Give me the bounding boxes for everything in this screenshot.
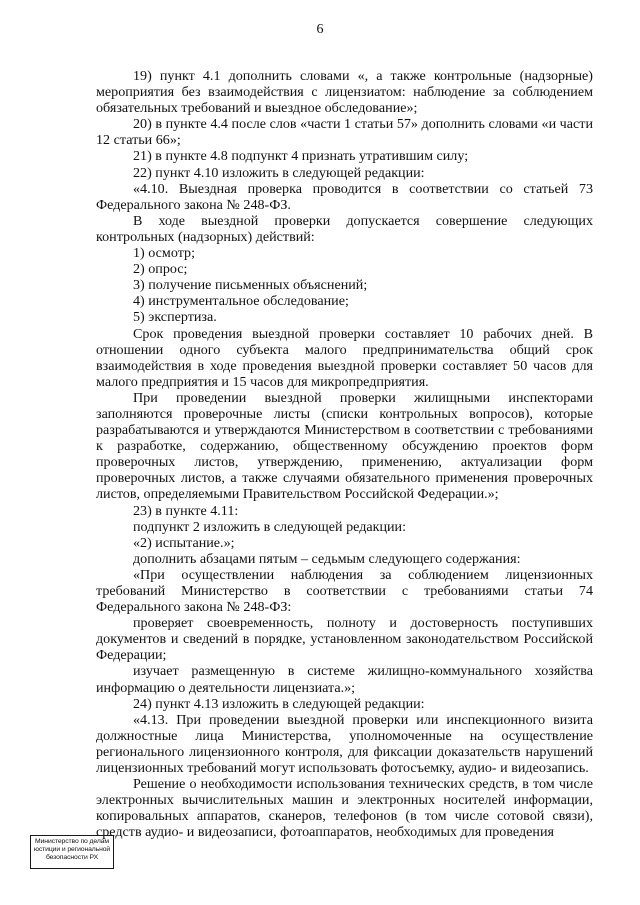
paragraph: 21) в пункте 4.8 подпункт 4 признать утратившим силу; xyxy=(133,148,469,165)
paragraph: подпункт 2 изложить в следующей редакции: xyxy=(133,518,407,535)
paragraph: «При осуществлении наблюдения за соблюдением лицензионных требований Министерство в соответствии с требованиями статьи 74 Федерального закона № 248-ФЗ: xyxy=(96,566,593,616)
paragraph: 24) пункт 4.13 изложить в следующей редакции: xyxy=(133,695,425,712)
paragraph: 19) пункт 4.1 дополнить словами «, а также контрольные (надзорные) мероприятия без взаимодействия с лицензиатом: наблюдение за соблюдением обязательных требований и выездное обследование»; xyxy=(96,68,593,117)
paragraph: «4.13. При проведении выездной проверки или инспекционного визита должностные лица Министерства, уполномоченные на осуществление регионального лицензионного контроля, для фиксации доказательств нарушений лицензионных требований могут использовать фотосъемку, аудио- и видеозапись. xyxy=(96,711,593,777)
paragraph: 23) в пункте 4.11: xyxy=(133,502,239,519)
page-number: 6 xyxy=(316,22,324,37)
paragraph: дополнить абзацами пятым – седьмым следующего содержания: xyxy=(133,550,521,567)
paragraph: проверяет своевременность, полноту и достоверность поступивших документов и сведений в порядке, установленном законодательством Российской Федерации; xyxy=(96,615,593,664)
paragraph: «4.10. Выездная проверка проводится в соответствии со статьей 73 Федерального закона № 248-ФЗ. xyxy=(96,180,593,213)
paragraph: В ходе выездной проверки допускается совершение следующих контрольных (надзорных) действий: xyxy=(96,212,593,245)
paragraph: 2) опрос; xyxy=(133,261,188,278)
paragraph: 5) экспертиза. xyxy=(133,309,217,326)
paragraph: 4) инструментальное обследование; xyxy=(133,293,349,310)
paragraph: Срок проведения выездной проверки составляет 10 рабочих дней. В отношении одного субъекта малого предпринимательства общий срок взаимодействия в ходе проведения выездной проверки составляет 50 часов для малого предприятия и 15 часов для микропредприятия. xyxy=(96,325,593,390)
document-body xyxy=(96,68,593,841)
paragraph: 22) пункт 4.10 изложить в следующей редакции: xyxy=(133,164,425,181)
paragraph: 1) осмотр; xyxy=(133,245,195,262)
registration-stamp: Министерство по делам юстиции и региональной безопасности РХ xyxy=(30,835,114,869)
paragraph: 3) получение письменных объяснений; xyxy=(133,277,368,294)
paragraph: При проведении выездной проверки жилищными инспекторами заполняются проверочные листы (списки контрольных вопросов), которые разрабатываются и утверждаются Министерством в соответствии с требованиями к разработке, содержанию, общественному обсуждению проектов форм проверочных листов, утверждению, применению, актуализации форм проверочных листов, а также случаями обязательного применения проверочных листов, определяемыми Правительством Российской Федерации.»; xyxy=(96,389,593,503)
paragraph: Решение о необходимости использования технических средств, в том числе электронных вычислительных машин и электронных носителей информации, копировальных аппаратов, сканеров, телефонов (в том числе сотовой связи), средств аудио- и видеозаписи, фотоаппаратов, необходимых для проведения xyxy=(96,776,593,841)
paragraph: изучает размещенную в системе жилищно-коммунального хозяйства информацию о деятельности лицензиата.»; xyxy=(96,663,593,696)
paragraph: «2) испытание.»; xyxy=(133,534,235,551)
paragraph: 20) в пункте 4.4 после слов «части 1 статьи 57» дополнить словами «и части 12 статьи 66»; xyxy=(96,116,593,149)
